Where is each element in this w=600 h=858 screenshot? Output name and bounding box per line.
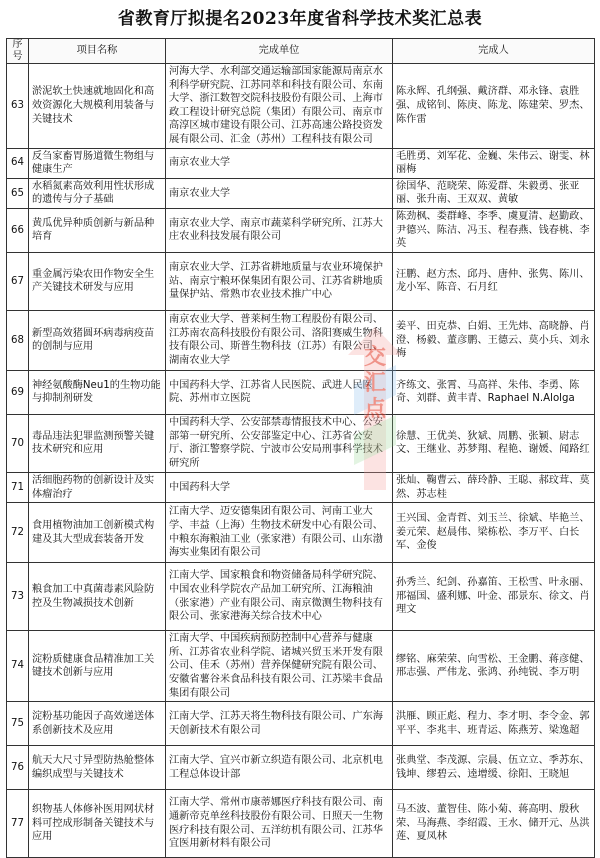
table-row — [7, 790, 595, 858]
completion-units: 江南大学、江苏天将生物科技有限公司、广东海天创新技术有限公司 — [166, 702, 393, 746]
completion-people: 毛胜勇、刘军花、金巍、朱伟云、谢雯、林丽梅 — [393, 148, 595, 178]
project-name: 淤泥软土快速就地固化和高效资源化大规模利用装备与关键技术 — [29, 64, 166, 149]
project-name: 淀粉基功能因子高效递送体系创新技术及应用 — [29, 702, 166, 746]
row-index: 73 — [7, 563, 29, 631]
completion-units: 中国药科大学、江苏省人民医院、武进人民医院、苏州市立医院 — [166, 370, 393, 414]
completion-people: 陈永辉、孔纲强、戴济群、邓永锋、袁胜强、成铭钊、陈庚、陈龙、陈建荣、罗杰、陈作雷 — [393, 64, 595, 149]
completion-units: 江南大学、常州市康蒂娜医疗科技有限公司、南通新帝克单丝科技股份有限公司、日照天一生物医疗科技有限公司、五洋纺机有限公司、江苏华宜医用新材料有限公司 — [166, 790, 393, 858]
header-units: 完成单位 — [166, 39, 393, 64]
row-index: 74 — [7, 631, 29, 702]
table-row — [7, 746, 595, 790]
row-index: 69 — [7, 370, 29, 414]
completion-units: 南京农业大学、江苏省耕地质量与农业环境保护站、南京宁粮环保集团有限公司、江苏省耕地质量保护站、常熟市农业技术推广中心 — [166, 252, 393, 310]
project-name: 毒品违法犯罪监测预警关键技术研究和应用 — [29, 414, 166, 472]
row-index: 70 — [7, 414, 29, 472]
header-index: 序号 — [7, 39, 29, 64]
table-row — [7, 370, 595, 414]
project-name: 食用植物油加工创新模式构建及其大型成套装备开发 — [29, 503, 166, 563]
completion-units: 江南大学、国家粮食和物资储备局科学研究院、中国农业科学院农产品加工研究所、江海粮油（张家港）产业有限公司、南京微测生物科技有限公司、张家港海关综合技术中心 — [166, 563, 393, 631]
completion-units: 江南大学、迈安德集团有限公司、河南工业大学、丰益（上海）生物技术研发中心有限公司、中粮东海粮油工业（张家港）有限公司、山东渤海实业集团有限公司 — [166, 503, 393, 563]
row-index: 77 — [7, 790, 29, 858]
project-name: 重金属污染农田作物安全生产关键技术研发与应用 — [29, 252, 166, 310]
project-name: 淀粉质健康食品精准加工关键技术创新与应用 — [29, 631, 166, 702]
completion-people: 王兴国、金青哲、刘玉兰、徐斌、毕艳兰、姜元荣、赵晨伟、梁栋松、李万平、白长军、金俊 — [393, 503, 595, 563]
row-index: 66 — [7, 208, 29, 252]
row-index: 72 — [7, 503, 29, 563]
project-name: 反刍家畜胃肠道微生物组与健康生产 — [29, 148, 166, 178]
completion-people: 陈劲枫、娄群峰、李季、虞夏清、赵勤政、尹德兴、陈洁、冯玉、程春燕、钱春桃、李英 — [393, 208, 595, 252]
table-row — [7, 64, 595, 149]
table-row — [7, 252, 595, 310]
completion-units: 南京农业大学、南京市蔬菜科学研究所、江苏大庄农业科技发展有限公司 — [166, 208, 393, 252]
table-row — [7, 148, 595, 178]
completion-units: 南京农业大学 — [166, 148, 393, 178]
completion-units: 中国药科大学 — [166, 472, 393, 502]
header-people: 完成人 — [393, 39, 595, 64]
table-row — [7, 208, 595, 252]
project-name: 织物基人体修补医用网状材料可控成形制备关键技术与应用 — [29, 790, 166, 858]
document-title: 省教育厅拟提名2023年度省科学技术奖汇总表 — [117, 9, 483, 29]
header-project-name: 项目名称 — [29, 39, 166, 64]
award-table — [6, 38, 595, 858]
completion-units: 河海大学、水利部交通运输部国家能源局南京水利科学研究院、江苏同萃和科技有限公司、东南大学、浙江数智交院科技股份有限公司、上海市政工程设计研究总院（集团）有限公司、南京市高淳区城市建设有限公司、江苏高速公路投资发展有限公司、汇金（苏州）工程科技有限公司 — [166, 64, 393, 149]
row-index: 64 — [7, 148, 29, 178]
completion-people: 汪鹏、赵方杰、邱丹、唐仲、张隽、陈川、龙小军、陈音、石月红 — [393, 252, 595, 310]
completion-units: 江南大学、中国疾病预防控制中心营养与健康所、江苏省农业科学院、诸城兴贸玉米开发有限公司、佳禾（苏州）营养保健研究院有限公司、安徽省薯谷米食品科技有限公司、江苏梁丰食品集团有限公司 — [166, 631, 393, 702]
row-index: 75 — [7, 702, 29, 746]
row-index: 67 — [7, 252, 29, 310]
row-index: 65 — [7, 178, 29, 208]
completion-units: 江南大学、宜兴市新立织造有限公司、北京机电工程总体设计部 — [166, 746, 393, 790]
project-name: 航天大尺寸异型防热舱整体编织成型与关键技术 — [29, 746, 166, 790]
project-name: 粮食加工中真菌毒素风险防控及生物减损技术创新 — [29, 563, 166, 631]
table-row — [7, 702, 595, 746]
completion-people: 缪铭、麻荣荣、向雪松、王金鹏、蒋彦健、邢志强、严伟龙、张鸿、孙纯锐、李万明 — [393, 631, 595, 702]
table-row — [7, 563, 595, 631]
completion-people: 孙秀兰、纪剑、孙嘉笛、王松雪、叶永丽、邢福国、盛利娜、叶金、邵景东、徐文、肖理文 — [393, 563, 595, 631]
project-name: 黄瓜优异种质创新与新品种培育 — [29, 208, 166, 252]
project-name: 活细胞药物的创新设计及实体瘤治疗 — [29, 472, 166, 502]
project-name: 神经氨酸酶Neu1的生物功能与抑制剂研发 — [29, 370, 166, 414]
table-row — [7, 631, 595, 702]
completion-people: 张典堂、李茂源、宗晨、伍立立、季苏东、钱坤、缪碧云、逵增缓、徐阳、王晓旭 — [393, 746, 595, 790]
project-name: 新型高效猪圆环病毒病疫苗的创制与应用 — [29, 310, 166, 370]
completion-units: 南京农业大学、普莱柯生物工程股份有限公司、江苏南农高科技股份有限公司、洛阳赛威生物科技有限公司、斯普生物科技（江苏）有限公司、湖南农业大学 — [166, 310, 393, 370]
table-row — [7, 310, 595, 370]
row-index: 76 — [7, 746, 29, 790]
project-name: 水稻氮素高效利用性状形成的遗传与分子基础 — [29, 178, 166, 208]
completion-units: 中国药科大学、公安部禁毒情报技术中心、公安部第一研究所、公安部鉴定中心、江苏省公安厅、浙江警察学院、宁波市公安局刑事科学技术研究所 — [166, 414, 393, 472]
row-index: 68 — [7, 310, 29, 370]
table-row — [7, 414, 595, 472]
completion-people: 齐练文、张霄、马高祥、朱伟、李勇、陈奇、刘群、黄丰青、Raphael N.Alolga — [393, 370, 595, 414]
completion-people: 徐慧、王优美、狄斌、周鹏、张颖、尉志文、王继业、苏梦翔、程艳、谢媛、闻路红 — [393, 414, 595, 472]
table-header-row — [7, 39, 595, 64]
table-row — [7, 178, 595, 208]
row-index: 71 — [7, 472, 29, 502]
table-row — [7, 472, 595, 502]
completion-people: 徐国华、范晓荣、陈爱群、朱毅勇、张亚丽、张升南、王双双、黄敏 — [393, 178, 595, 208]
watermark-text: 交汇点 — [363, 345, 386, 422]
completion-people: 张灿、鞠曹云、薛玲静、王聪、郝玟茸、莫然、苏志桂 — [393, 472, 595, 502]
row-index: 63 — [7, 64, 29, 149]
completion-people: 洪雁、顾正彪、程力、李才明、李令金、郭平平、李兆丰、班青运、陈燕芳、梁逸超 — [393, 702, 595, 746]
completion-units: 南京农业大学 — [166, 178, 393, 208]
completion-people: 马丕波、董智佳、陈小菊、蒋高明、殷秋荣、马海燕、李绍霞、王水、储开元、丛洪莲、夏凤林 — [393, 790, 595, 858]
table-row — [7, 503, 595, 563]
completion-people: 姜平、田克恭、白娟、王先炜、高晓静、肖澄、杨毅、董彦鹏、王德云、莫小兵、刘永梅 — [393, 310, 595, 370]
